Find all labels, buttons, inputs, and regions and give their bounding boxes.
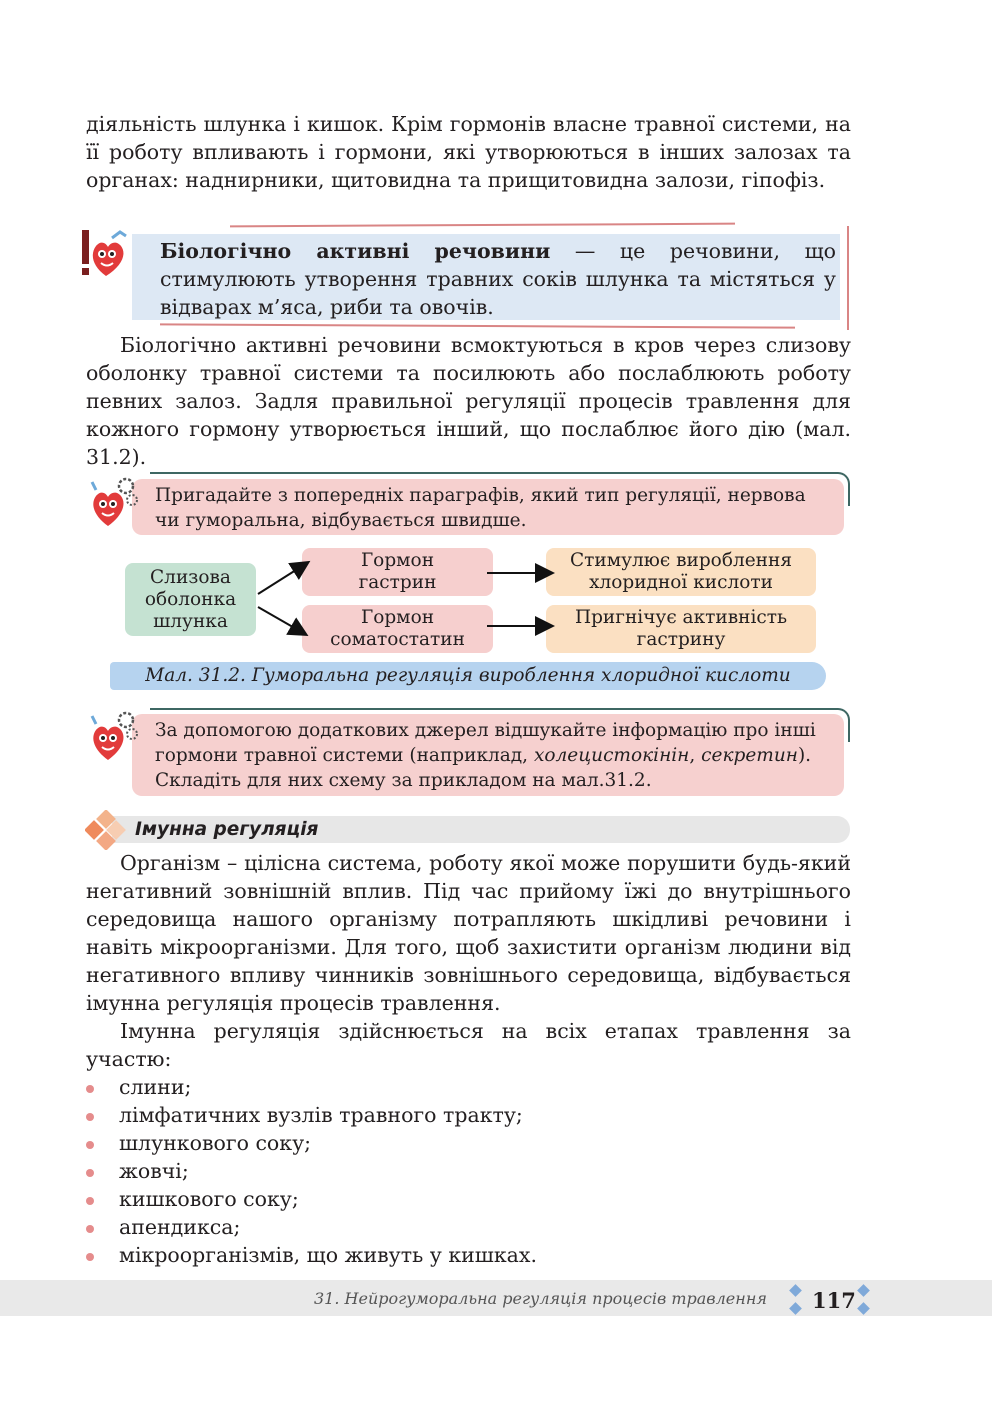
section-title: Імунна регуляція (135, 819, 319, 840)
definition-term: Біологічно активні речовини (160, 239, 551, 263)
arrow-to-gastrin (258, 563, 307, 594)
node-effect-inhibit-line1: Пригнічує активність (574, 607, 788, 628)
node-mucosa-line2: оболонка (144, 588, 237, 610)
paragraph-4: Імунна регуляція здійснюється на всіх етапах травлення за участю: (86, 1019, 851, 1071)
bullet-icon (86, 1113, 94, 1121)
list-item-text: апендикса; (119, 1215, 241, 1239)
task-2-part2: ). Складіть для них схему за прикладом на мал.31.2. (155, 745, 812, 791)
bullet-icon (86, 1141, 94, 1149)
node-somatostatin-line2: соматостатин (330, 629, 465, 650)
diagram-arrows (0, 0, 992, 700)
footer-chapter: 31. Нейрогуморальна регуляція процесів травлення (314, 1289, 767, 1308)
bullet-icon (86, 1169, 94, 1177)
thinking-heart-icon (82, 708, 140, 766)
arrow-to-somatostatin (258, 607, 305, 634)
bullet-icon (86, 1225, 94, 1233)
task-2-text (155, 718, 835, 793)
paragraph-3: Організм – цілісна система, роботу якої може порушити будь-який негативний зовнішній вплив. Під час прийому їжі до внутрішнього середовища нашого організму потрапляють шкідливі речовини і навіть мікроорганізми. Для того, щоб захистити організм людини від негативного впливу чинників зовнішнього середовища, відбувається імунна регуляція процесів травлення. (86, 851, 851, 1015)
figure-caption: Мал. 31.2. Гуморальна регуляція вироблення хлоридної кислоти (110, 662, 826, 690)
list-item (86, 1213, 851, 1241)
node-mucosa-line1: Слизова (150, 566, 231, 588)
task-2-sep: , (689, 745, 702, 766)
task-2-italic1: холецистокінін (533, 745, 690, 766)
node-effect-inhibit-line2: гастрину (636, 629, 726, 650)
list-item-text: лімфатичних вузлів травного тракту; (119, 1103, 523, 1127)
node-gastrin-line2: гастрин (358, 572, 437, 593)
task-2-italic2: секретин (701, 745, 798, 766)
list-item (86, 1241, 851, 1269)
intro-paragraph: діяльність шлунка і кишок. Крім гормонів власне травної системи, на її роботу впливають і гормони, які утворюються в інших залозах та органах: наднирники, щитовидна та прищитовидна залози, гіпофіз. (86, 112, 851, 192)
list-item (86, 1073, 851, 1101)
definition-body: — це речовини, що стимулюють утворення травних соків шлунка та містяться у відварах м’яса, риби та овочів. (160, 239, 836, 319)
task-2-part1: За допомогою додаткових джерел відшукайте інформацію про інші гормони травної системи (наприклад, (155, 720, 816, 766)
page-number: 117 (812, 1288, 856, 1313)
bullet-icon (86, 1197, 94, 1205)
diamond-icon (85, 810, 131, 850)
list-item (86, 1157, 851, 1185)
node-effect-stimulate-line2: хлоридної кислоти (589, 572, 773, 593)
node-somatostatin-line1: Гормон (360, 607, 435, 628)
list-item-text: шлункового соку; (119, 1131, 312, 1155)
list-item-text: кишкового соку; (119, 1187, 299, 1211)
node-gastrin-line1: Гормон (360, 550, 435, 571)
list-item-text: слини; (119, 1075, 192, 1099)
task-1-text: Пригадайте з попередніх параграфів, який тип регуляції, нервова чи гуморальна, відбувається швидше. (155, 485, 806, 531)
bullet-list (86, 1073, 851, 1269)
list-item-text: жовчі; (119, 1159, 189, 1183)
paragraph-2: Біологічно активні речовини всмоктуються в кров через слизову оболонку травної системи та посилюють або послаблюють роботу певних залоз. Задля правильної регуляції процесів травлення для кожного гормону утворюється інший, що послаблює його дію (мал. 31.2). (86, 333, 851, 469)
list-item (86, 1129, 851, 1157)
list-item (86, 1101, 851, 1129)
bullet-icon (86, 1253, 94, 1261)
list-item (86, 1185, 851, 1213)
node-effect-stimulate-line1: Стимулює вироблення (570, 550, 792, 571)
list-item-text: мікроорганізмів, що живуть у кишках. (119, 1243, 537, 1267)
bullet-icon (86, 1085, 94, 1093)
node-mucosa-line3: шлунка (153, 610, 228, 632)
